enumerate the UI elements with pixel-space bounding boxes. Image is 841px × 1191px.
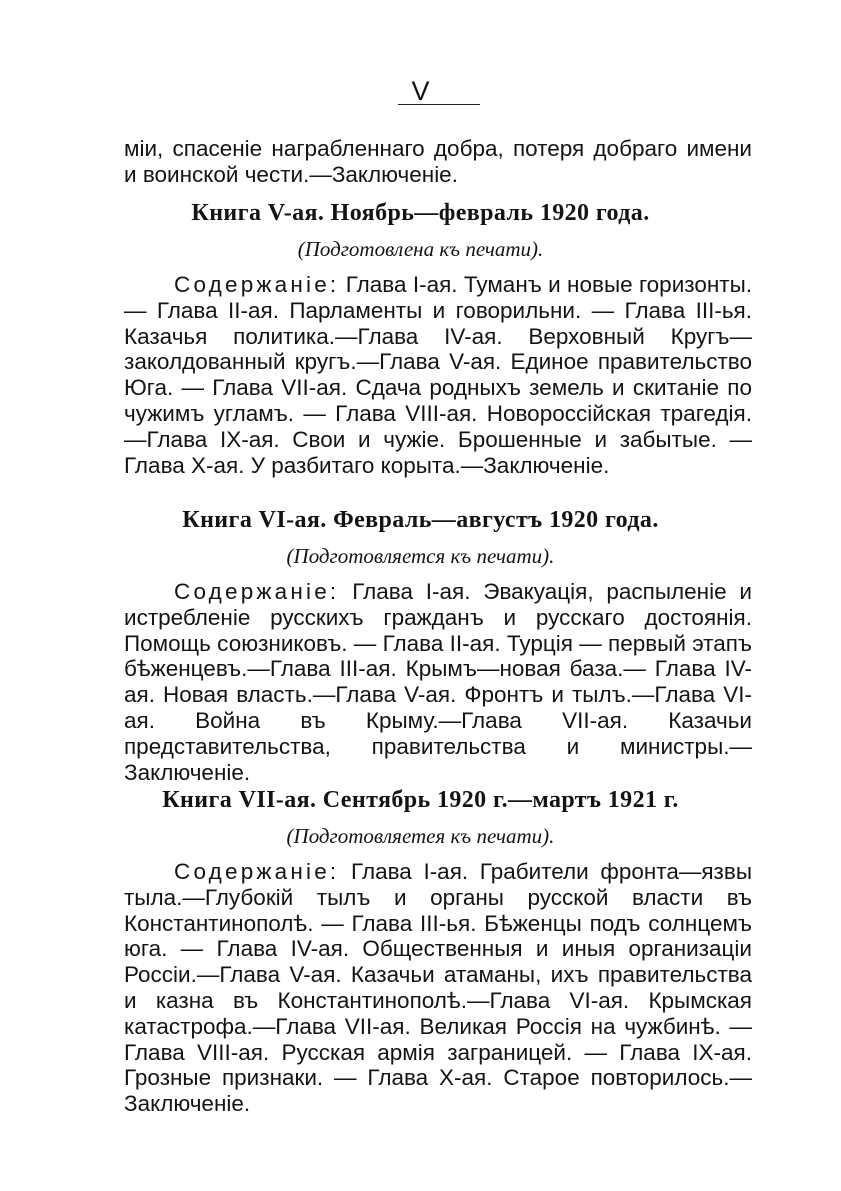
book-5-contents-label: Содержаніе: — [174, 272, 340, 297]
book-7-title: Книга VII-ая. Сентябрь 1920 г.—мартъ 1921 г. — [162, 787, 679, 813]
book-5-contents-text: Глава I-ая. Туманъ и новые горизонты. — Глава II-ая. Парламенты и говорильни. — Глава III-ья. Казачья политика.—Глава IV-ая. Верховный Кругъ—заколдованный кругъ.—Глава V-ая. Единое правительство Юга. — Глава VII-ая. Сдача родныхъ земель и скитаніе по чужимъ угламъ. — Глава VIII-ая. Новороссійская трагедія.—Глава IX-ая. Свои и чужіе. Брошенные и забытые. — Глава X-ая. У разбитаго корыта.—Заключеніе. — [124, 272, 752, 478]
intro-paragraph: міи, спасеніе награбленнаго добра, потеря добраго имени и воинской чести.—Заключеніе. — [124, 136, 752, 187]
book-5-status: (Подготовлена къ печати). — [297, 237, 544, 261]
book-7-contents-text: Глава I-ая. Грабители фронта—язвы тыла.—Глубокій тылъ и органы русской власти въ Константинополѣ. — Глава III-ья. Бѣженцы подъ солнцемъ юга. — Глава IV-ая. Общественныя и иныя организаціи Россіи.—Глава V-ая. Казачьи атаманы, ихъ правительства и казна въ Константинополѣ.—Глава VI-ая. Крымская катастрофа.—Глава VII-ая. Великая Россія на чужбинѣ. — Глава VIII-ая. Русская армія заграницей. — Глава IX-ая. Грозные признаки. — Глава X-ая. Старое повторилось.—Заключеніе. — [124, 859, 752, 1117]
book-5-contents-block — [124, 272, 752, 478]
book-7-contents-block — [124, 859, 752, 1117]
book-5-title: Книга V-ая. Ноябрь—февраль 1920 года. — [191, 200, 650, 226]
intro-paragraph-block — [124, 136, 752, 188]
book-6-contents — [124, 579, 752, 785]
book-6-title: Книга VI-ая. Февраль—августъ 1920 года. — [182, 507, 659, 533]
book-7-status: (Подготовляетея къ печати). — [286, 824, 555, 848]
book-7-contents-label: Содержаніе: — [174, 859, 340, 884]
book-5-contents — [124, 272, 752, 478]
page-number-rule — [398, 104, 480, 105]
book-6-contents-text: Глава I-ая. Эвакуація, распыленіе и истребленіе русскихъ гражданъ и русскаго достоянія. Помощь союзниковъ. — Глава II-ая. Турція — первый этапъ бѣженцевъ.—Глава III-ая. Крымъ—новая база.— Глава IV-ая. Новая власть.—Глава V-ая. Фронтъ и тылъ.—Глава VI-ая. Война въ Крыму.—Глава VII-ая. Казачьи представительства, правительства и министры.—Заключеніе. — [124, 579, 752, 785]
page-number: V — [411, 76, 430, 106]
book-6-contents-block — [124, 579, 752, 785]
book-6-status: (Подготовляется къ печати). — [286, 544, 555, 568]
book-6-contents-label: Содержаніе: — [174, 579, 340, 604]
book-7-contents — [124, 859, 752, 1117]
